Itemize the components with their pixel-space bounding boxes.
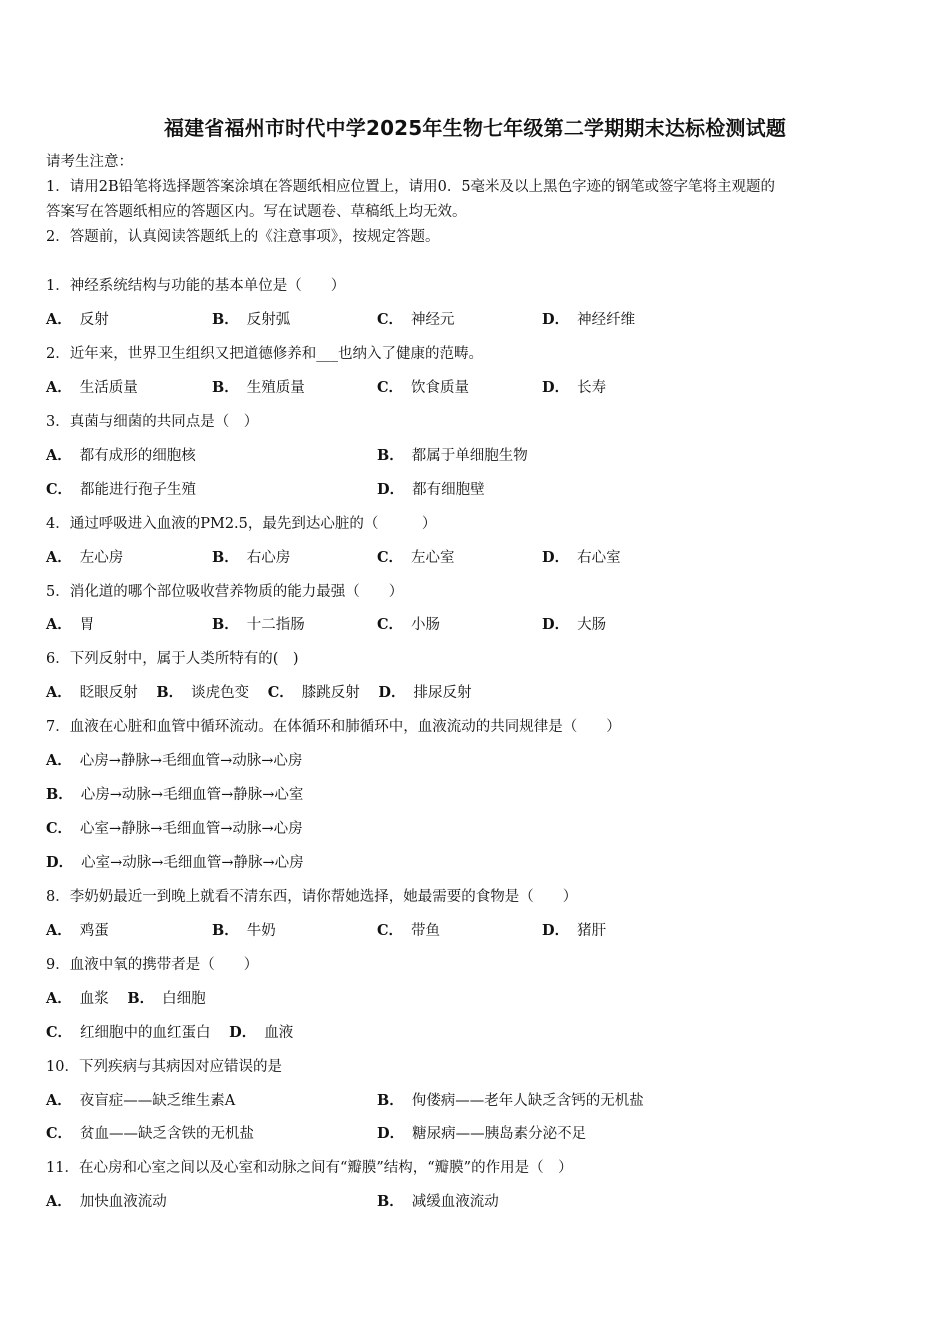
option-a[interactable]: A． 眨眼反射 [46,684,138,701]
question-stem: 5．消化道的哪个部位吸收营养物质的能力最强（ ） [46,584,404,600]
option-b[interactable]: B． 牛奶 [212,922,276,939]
option-b[interactable]: B． 白细胞 [127,990,206,1007]
option-a[interactable]: A． 都有成形的细胞核 [46,447,196,464]
notice-line: 答案写在答题纸相应的答题区内。写在试题卷、草稿纸上均无效。 [46,204,467,220]
option-b[interactable]: B． 佝偻病——老年人缺乏含钙的无机盐 [377,1092,644,1109]
option-b[interactable]: B． 生殖质量 [212,379,305,396]
option-row [46,683,471,703]
option-c[interactable]: C． 饮食质量 [377,379,470,396]
option-b[interactable]: B． 反射弧 [212,311,291,328]
question-stem: 7．血液在心脏和血管中循环流动。在体循环和肺循环中，血液流动的共同规律是（ ） [46,719,621,735]
question-stem: 9．血液中氧的携带者是（ ） [46,957,259,973]
question-stem: 11．在心房和心室之间以及心室和动脉之间有“瓣膜”结构，“瓣膜”的作用是（ ） [46,1160,573,1176]
option-b[interactable]: B． 右心房 [212,549,291,566]
option-row [46,1023,293,1043]
option-c[interactable]: C． 红细胞中的血红蛋白 [46,1024,211,1041]
option-c[interactable]: C． 小肠 [377,616,441,633]
question-stem: 4．通过呼吸进入血液的PM2.5，最先到达心脏的（ ） [46,516,437,532]
option-d[interactable]: D． 右心室 [542,549,621,566]
option-c[interactable]: C． 带鱼 [377,922,441,939]
option-a[interactable]: A． 夜盲症——缺乏维生素A [46,1092,236,1109]
option-a[interactable]: A． 左心房 [46,549,124,566]
option-c[interactable]: C． 膝跳反射 [267,684,360,701]
option-row [46,989,206,1009]
option-a[interactable]: A． 胃 [46,616,95,633]
notice-heading: 请考生注意： [46,154,133,170]
option-a[interactable]: A． 生活质量 [46,379,138,396]
option-b[interactable]: B． 都属于单细胞生物 [377,447,528,464]
question-stem: 1．神经系统结构与功能的基本单位是（ ） [46,278,346,294]
option-d[interactable]: D． 神经纤维 [542,311,636,328]
option-a[interactable]: A． 鸡蛋 [46,922,109,939]
option-a[interactable]: A． 加快血液流动 [46,1193,167,1210]
option-d[interactable]: D． 长寿 [542,379,607,396]
question-stem: 10．下列疾病与其病因对应错误的是 [46,1059,282,1075]
page-title: 福建省福州市时代中学2025年生物七年级第二学期期末达标检测试题 [163,116,787,140]
option-d[interactable]: D． 排尿反射 [378,684,472,701]
notice-line: 2．答题前，认真阅读答题纸上的《注意事项》，按规定答题。 [46,229,440,245]
option-c[interactable]: C． 神经元 [377,311,455,328]
option-c[interactable]: C． 左心室 [377,549,455,566]
option-d[interactable]: D． 血液 [229,1024,294,1041]
question-stem: 2．近年来，世界卫生组织又把道德修养和___也纳入了健康的范畴。 [46,346,483,362]
option-a[interactable]: A． 心房→静脉→毛细血管→动脉→心房 [46,752,303,769]
option-d[interactable]: D． 糖尿病——胰岛素分泌不足 [377,1125,587,1142]
option-c[interactable]: C． 心室→静脉→毛细血管→动脉→心房 [46,820,303,837]
option-c[interactable]: C． 都能进行孢子生殖 [46,481,197,498]
option-c[interactable]: C． 贫血——缺乏含铁的无机盐 [46,1125,255,1142]
option-d[interactable]: D． 心室→动脉→毛细血管→静脉→心房 [46,854,304,871]
option-b[interactable]: B． 十二指肠 [212,616,305,633]
question-stem: 6．下列反射中，属于人类所特有的( ) [46,651,299,667]
option-d[interactable]: D． 猪肝 [542,922,607,939]
option-a[interactable]: A． 血浆 [46,990,109,1007]
question-stem: 3．真菌与细菌的共同点是（ ） [46,414,259,430]
notice-line: 1．请用2B铅笔将选择题答案涂填在答题纸相应位置上，请用0．5毫米及以上黑色字迹的钢笔或签字笔将主观题的 [46,179,776,195]
question-stem: 8．李奶奶最近一到晚上就看不清东西，请你帮她选择，她最需要的食物是（ ） [46,889,578,905]
option-d[interactable]: D． 大肠 [542,616,607,633]
option-b[interactable]: B． 谈虎色变 [156,684,250,701]
option-b[interactable]: B． 减缓血液流动 [377,1193,499,1210]
option-a[interactable]: A． 反射 [46,311,109,328]
option-b[interactable]: B． 心房→动脉→毛细血管→静脉→心室 [46,786,304,803]
option-d[interactable]: D． 都有细胞壁 [377,481,485,498]
